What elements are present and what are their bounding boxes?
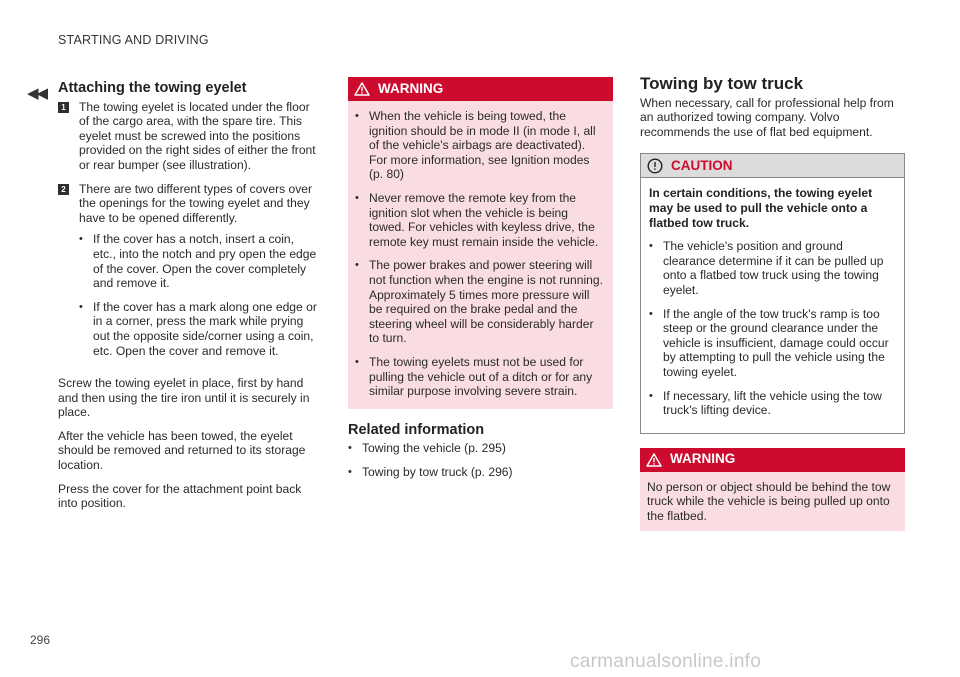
list-item: • When the vehicle is being towed, the ignition should be in mode II (in mode I, all of the vehicle's airbags are deactivated). For more information, see Ignition modes (p. 80) xyxy=(355,109,596,182)
continuation-mark: ◀◀ xyxy=(27,85,47,102)
bullet-icon: • xyxy=(355,110,359,122)
warning-title: WARNING xyxy=(670,451,736,467)
numbered-step-1 xyxy=(58,100,320,173)
bullet-icon: • xyxy=(79,300,83,313)
caution-box xyxy=(640,153,905,433)
step-text-2-body: There are two different types of covers over the openings for the towing eyelet and they have to be opened differently. xyxy=(79,181,313,225)
warning-triangle-icon xyxy=(354,82,370,96)
heading-related-information: Related information xyxy=(348,421,485,438)
section-header: STARTING AND DRIVING xyxy=(58,33,209,47)
list-item: • The vehicle's position and ground clearance determine if it can be pulled up onto a flatbed tow truck using the towing eyelet. xyxy=(649,239,884,297)
bullet-icon: • xyxy=(649,389,653,402)
list-item: • If the cover has a notch, insert a coin, etc., into the notch and pry open the edge of the cover. Open the cover completely and remove it. xyxy=(79,232,317,291)
cover-type-list xyxy=(79,232,320,358)
warning-body xyxy=(640,472,905,532)
list-item: • The power brakes and power steering will not function when the engine is not running. Approximately 5 times more pressure will be required on the brake pedal and the steering wheel will be considerably harder to turn. xyxy=(355,258,603,346)
paragraph: After the vehicle has been towed, the eyelet should be removed and returned to its storage location. xyxy=(58,428,306,473)
bullet-icon: • xyxy=(355,191,359,204)
bullet-icon: • xyxy=(355,355,359,368)
watermark: carmanualsonline.info xyxy=(570,651,762,672)
related-link-towing-by-truck[interactable]: • Towing by tow truck (p. 296) xyxy=(348,464,513,479)
warning-box xyxy=(348,77,613,409)
list-item: • If the angle of the tow truck's ramp is too steep or the ground clearance under the vehicle is insufficient, damage could occur by attempting to pull the vehicle using the towing eyelet. xyxy=(649,306,889,379)
list-item: • The towing eyelets must not be used for pulling the vehicle out of a ditch or for any similar purpose involving severe strain. xyxy=(355,354,593,399)
heading-attaching-eyelet: Attaching the towing eyelet xyxy=(58,80,247,96)
numbered-step-2 xyxy=(58,182,320,368)
paragraph: Press the cover for the attachment point back into position. xyxy=(58,481,302,511)
step-text-2 xyxy=(79,182,320,368)
column-warning-related xyxy=(348,77,613,488)
step-badge-2: 2 xyxy=(58,184,69,195)
step-text-1: The towing eyelet is located under the floor of the cargo area, with the spare tire. This eyelet must be screwed into the positions provided on the right sides of either the front or rear bumper (see illustration). xyxy=(79,99,316,172)
warning-text: No person or object should be behind the tow truck while the vehicle is being pulled up onto the flatbed. xyxy=(647,479,891,523)
bullet-icon: • xyxy=(348,465,352,478)
list-item: • If necessary, lift the vehicle using the tow truck's lifting device. xyxy=(649,388,882,418)
caution-header xyxy=(641,154,904,178)
list-item: • Never remove the remote key from the ignition slot when the vehicle is being towed. For vehicles with keyless drive, the remote key must remain inside the vehicle. xyxy=(355,190,599,249)
bullet-icon: • xyxy=(79,233,83,246)
warning-header xyxy=(640,448,905,472)
list-item: • If the cover has a mark along one edge or in a corner, press the mark while prying out the opposite side/corner using a coin, etc. Open the cover and remove it. xyxy=(79,299,317,358)
bullet-icon: • xyxy=(649,307,653,320)
heading-towing-by-tow-truck: Towing by tow truck xyxy=(640,74,804,93)
column-tow-truck xyxy=(640,74,905,531)
related-links xyxy=(348,441,613,479)
column-towing-eyelet xyxy=(58,77,320,520)
warning-body xyxy=(348,101,613,409)
paragraph: Screw the towing eyelet in place, first by hand and then using the tire iron until it is securely in place. xyxy=(58,376,310,420)
warning-title: WARNING xyxy=(378,80,444,96)
bullet-icon: • xyxy=(355,259,359,272)
caution-circle-icon xyxy=(647,158,663,174)
caution-body xyxy=(641,178,904,432)
warning-box-flatbed xyxy=(640,448,905,532)
related-link-towing-vehicle[interactable]: • Towing the vehicle (p. 295) xyxy=(348,441,506,456)
bullet-icon: • xyxy=(649,240,653,253)
intro-paragraph: When necessary, call for professional help from an authorized towing company. Volvo recommends the use of flat bed equipment. xyxy=(640,95,894,139)
caution-lead-text: In certain conditions, the towing eyelet may be used to pull the vehicle onto a flatbed tow truck. xyxy=(649,186,873,230)
step-badge-1: 1 xyxy=(58,102,69,113)
warning-triangle-icon xyxy=(646,453,662,467)
warning-header xyxy=(348,77,613,101)
bullet-icon: • xyxy=(348,442,352,455)
caution-title: CAUTION xyxy=(671,157,733,173)
page-number: 296 xyxy=(30,633,51,647)
